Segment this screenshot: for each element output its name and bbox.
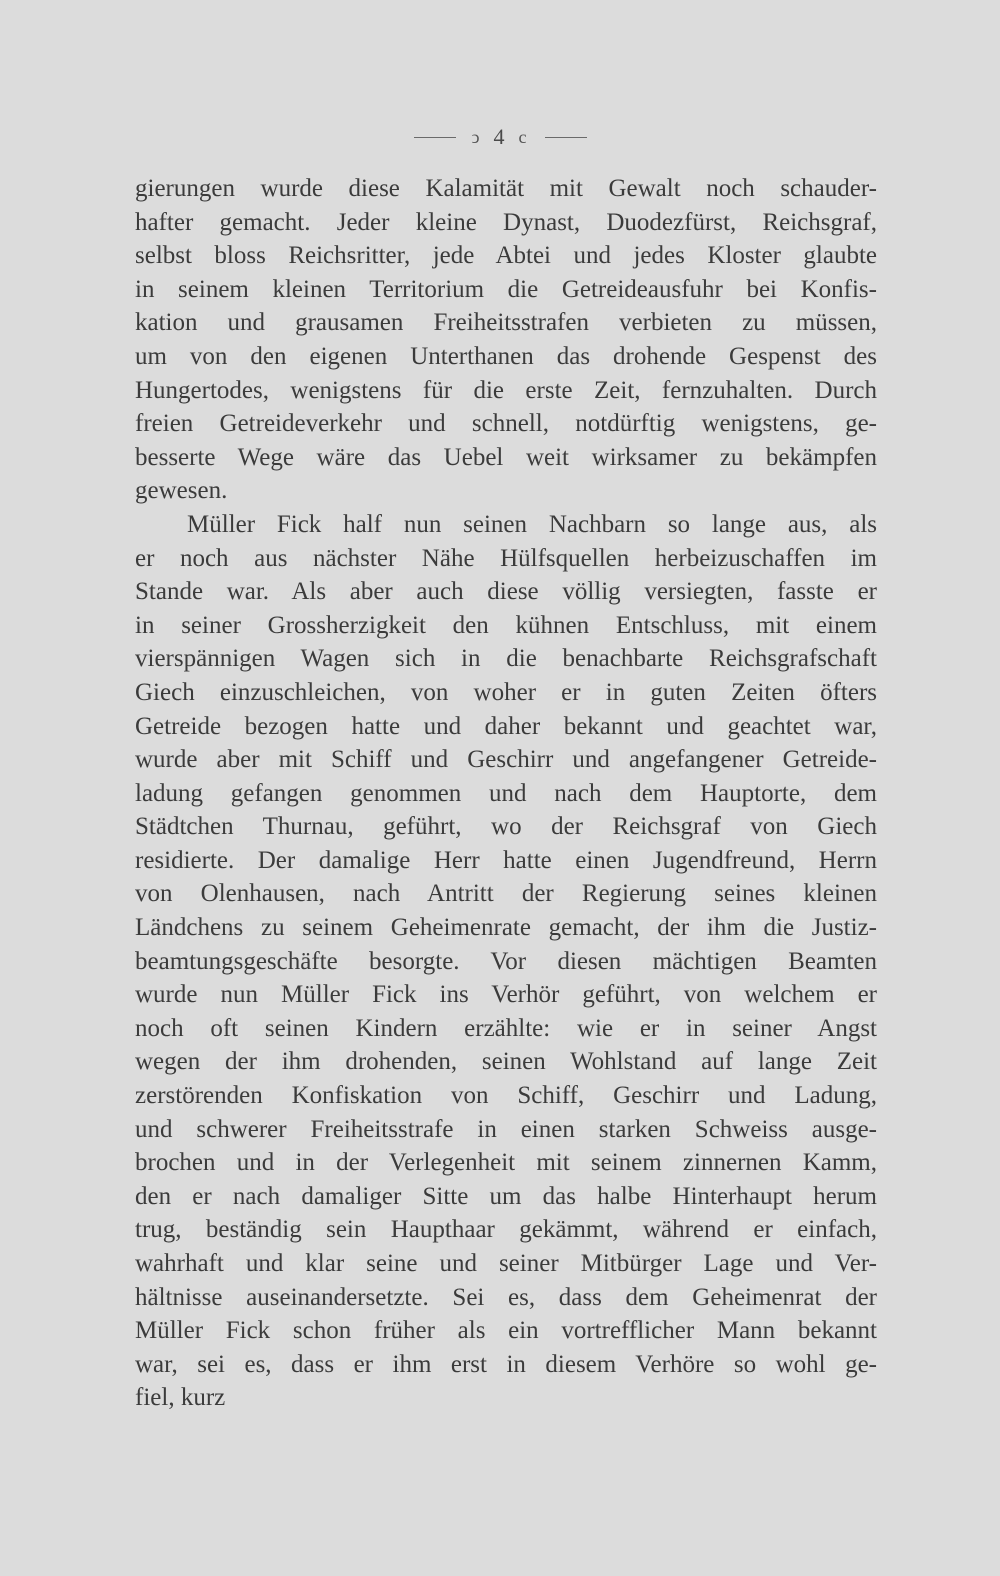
text-line: wahrhaft und klar seine und seiner Mitbürger Lage und Ver- [135,1250,877,1277]
text-line: gewesen. [135,477,228,505]
text-line: Hungertodes, wenigstens für die erste Zeit, fernzuhalten. Durch [135,376,877,404]
text-line: Ländchens zu seinem Geheimenrate gemacht, der ihm die Justiz- [135,914,877,942]
text-line: kation und grausamen Freiheitsstrafen verbieten zu müssen, [135,309,877,337]
text-line: fiel, kurz [135,1384,226,1412]
text-line: Städtchen Thurnau, geführt, wo der Reichsgraf von Giech [135,813,877,841]
text-line: wurde aber mit Schiff und Geschirr und angefangener Getreide- [135,746,877,774]
body-text [135,172,877,1415]
header-ornament-right: c [518,126,529,147]
text-line: Stande war. Als aber auch diese völlig versiegten, fasste er [135,578,877,606]
text-line: zerstörenden Konfiskation von Schiff, Geschirr und Ladung, [135,1082,877,1110]
text-line: residierte. Der damalige Herr hatte einen Jugendfreund, Herrn [135,846,877,874]
text-line: er noch aus nächster Nähe Hülfsquellen herbeizuschaffen im [135,544,877,572]
text-line: Giech einzuschleichen, von woher er in guten Zeiten öfters [135,678,877,706]
text-line: brochen und in der Verlegenheit mit seinem zinnernen Kamm, [135,1149,877,1177]
text-line: hältnisse auseinandersetzte. Sei es, dass dem Geheimenrat der [135,1283,877,1311]
text-line: in seiner Grossherzigkeit den kühnen Entschluss, mit einem [135,611,877,639]
text-line: gierungen wurde diese Kalamität mit Gewalt noch schauder- [135,175,877,202]
text-line: und schwerer Freiheitsstrafe in einen starken Schweiss ausge- [135,1115,877,1143]
text-line: wurde nun Müller Fick ins Verhör geführt, von welchem er [135,981,877,1009]
text-line: von Olenhausen, nach Antritt der Regierung seines kleinen [135,880,877,908]
text-line: war, sei es, dass er ihm erst in diesem Verhöre so wohl ge- [135,1350,877,1378]
text-line: beamtungsgeschäfte besorgte. Vor diesen mächtigen Beamten [135,947,877,975]
page-number: 4 [493,124,507,149]
text-line: freien Getreideverkehr und schnell, notdürftig wenigstens, ge- [135,410,877,438]
text-line: Getreide bezogen hatte und daher bekannt und geachtet war, [135,712,877,740]
text-line: den er nach damaliger Sitte um das halbe Hinterhaupt herum [135,1182,877,1210]
header-ornament-left: ↄ [471,126,482,147]
text-line: Müller Fick schon früher als ein vortrefflicher Mann bekannt [135,1317,877,1345]
text-line: hafter gemacht. Jeder kleine Dynast, Duodezfürst, Reichsgraf, [135,208,877,236]
text-line: Müller Fick half nun seinen Nachbarn so lange aus, als [187,510,877,538]
text-line: vierspännigen Wagen sich in die benachbarte Reichsgrafschaft [135,645,877,673]
page-header [0,124,1000,150]
text-line: selbst bloss Reichsritter, jede Abtei und jedes Kloster glaubte [135,242,877,270]
text-line: in seinem kleinen Territorium die Getreideausfuhr bei Konfis- [135,275,877,303]
text-line: noch oft seinen Kindern erzählte: wie er in seiner Angst [135,1014,877,1042]
text-line: wegen der ihm drohenden, seinen Wohlstand auf lange Zeit [135,1048,877,1076]
text-line: ladung gefangen genommen und nach dem Hauptorte, dem [135,779,877,807]
text-line: besserte Wege wäre das Uebel weit wirksamer zu bekämpfen [135,443,877,471]
header-rule-left [414,137,456,138]
text-line: um von den eigenen Unterthanen das drohende Gespenst des [135,342,877,370]
text-line: trug, beständig sein Haupthaar gekämmt, während er einfach, [135,1216,877,1244]
header-rule-right [545,137,587,138]
